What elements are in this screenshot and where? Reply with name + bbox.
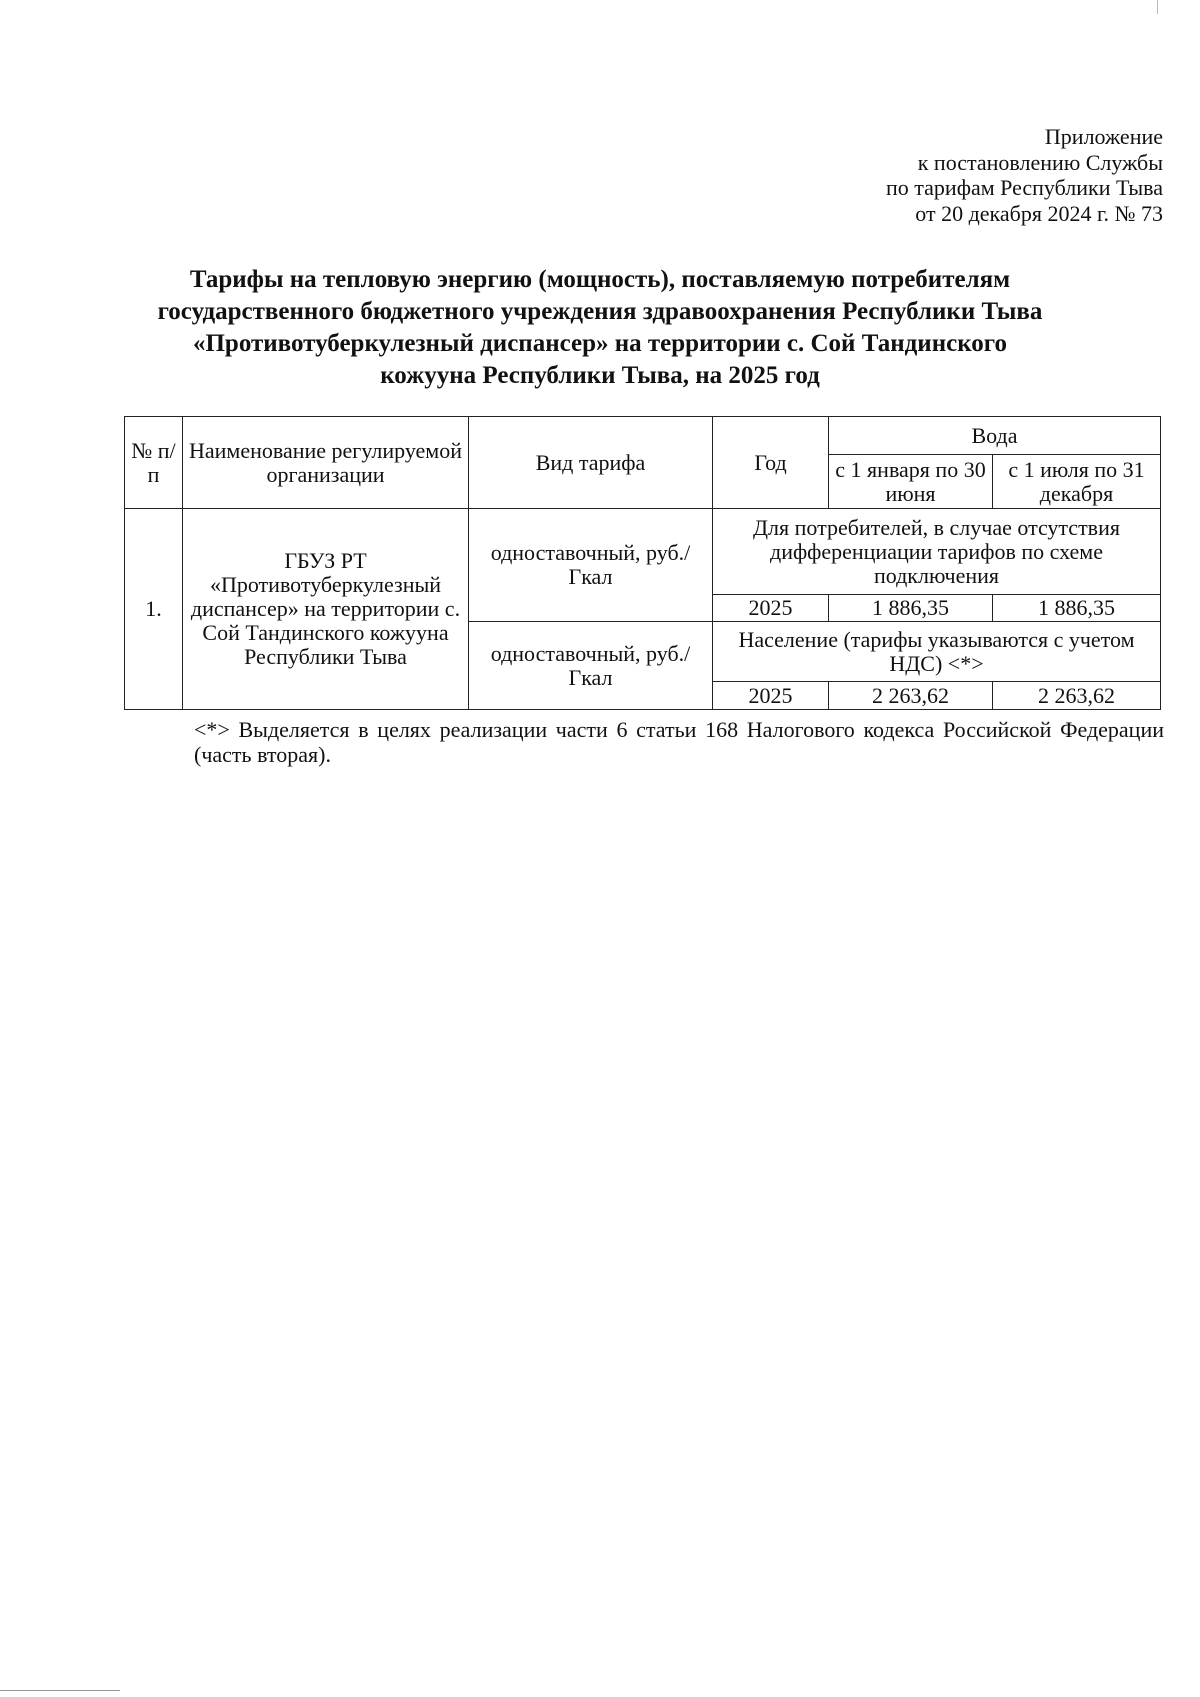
title-line: государственного бюджетного учреждения здравоохранения Республики Тыва: [157, 298, 1043, 325]
footnote: [124, 717, 1164, 767]
appendix-line: от 20 декабря 2024 г. № 73: [915, 200, 1163, 226]
footnote-text: <*> Выделяется в целях реализации части 6 статьи 168 Налогового кодекса Российской Федерации (часть вторая).: [194, 717, 1164, 767]
header-tariff-type: Вид тарифа: [469, 417, 713, 509]
row-value-period-2: 1 886,35: [993, 595, 1161, 622]
table-row: [125, 509, 1161, 595]
row-caption: Для потребителей, в случае отсутствия дифференциации тарифов по схеме подключения: [713, 509, 1161, 595]
tariff-table: [124, 416, 1161, 710]
header-num: № п/п: [125, 417, 183, 509]
title-line: кожууна Республики Тыва, на 2025 год: [380, 362, 820, 389]
document-title: [110, 264, 1090, 392]
table-header-row: [125, 417, 1161, 455]
row-caption: Население (тарифы указываются с учетом НДС) <*>: [713, 622, 1161, 682]
appendix-line: к постановлению Службы: [917, 149, 1163, 175]
header-org: Наименование регулируемой организации: [183, 417, 469, 509]
row-tariff-type: одноставочный, руб./Гкал: [469, 622, 713, 710]
appendix-line: по тарифам Республики Тыва: [886, 175, 1163, 200]
header-period-1: с 1 января по 30 июня: [829, 455, 993, 509]
header-period-2: с 1 июля по 31 декабря: [993, 455, 1161, 509]
row-value-period-1: 2 263,62: [829, 682, 993, 710]
row-value-period-2: 2 263,62: [993, 682, 1161, 710]
row-num: 1.: [125, 509, 183, 710]
title-line: «Противотуберкулезный диспансер» на территории с. Сой Тандинского: [192, 330, 1008, 357]
scan-edge-line: [0, 1690, 120, 1691]
row-tariff-type: одноставочный, руб./Гкал: [469, 509, 713, 622]
appendix-line: Приложение: [1044, 124, 1163, 149]
scan-mark: [1157, 0, 1158, 14]
row-year: 2025: [713, 682, 829, 710]
row-org: ГБУЗ РТ «Противотуберкулезный диспансер» на территории с. Сой Тандинского кожууна Республики Тыва: [183, 509, 469, 710]
title-line: Тарифы на тепловую энергию (мощность), поставляемую потребителям: [189, 266, 1011, 293]
appendix-header: [803, 124, 1163, 226]
row-year: 2025: [713, 595, 829, 622]
row-value-period-1: 1 886,35: [829, 595, 993, 622]
header-water: Вода: [829, 417, 1161, 455]
header-year: Год: [713, 417, 829, 509]
